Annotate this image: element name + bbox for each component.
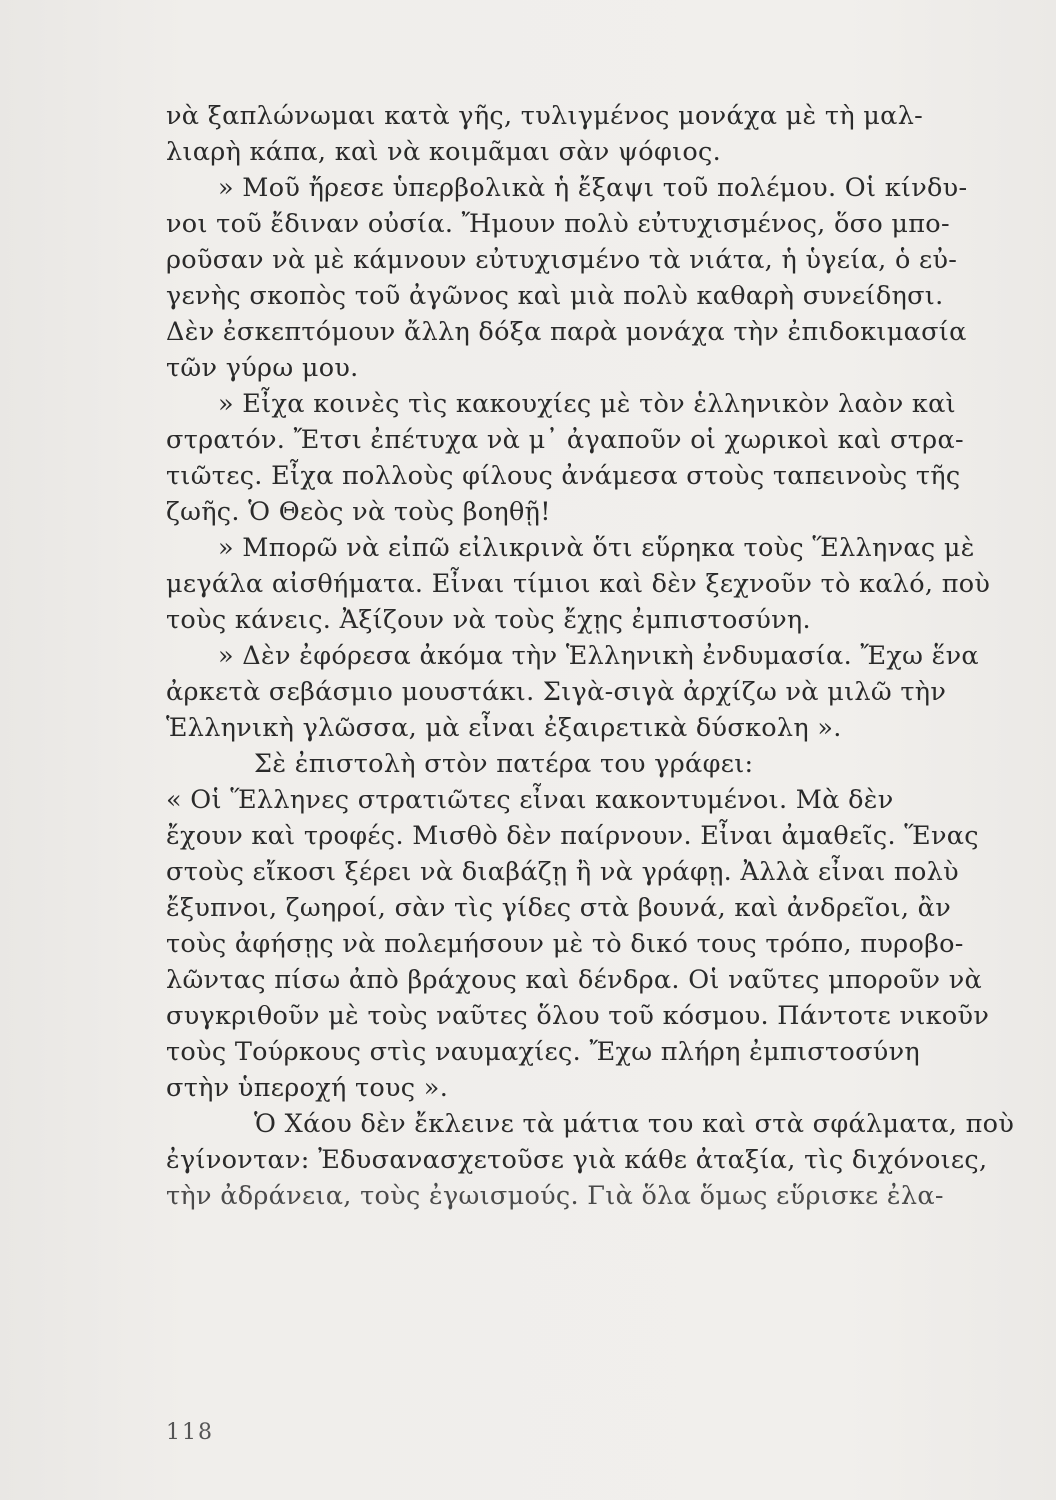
text-line: τοὺς κάνεις. Ἀξίζουν νὰ τοὺς ἔχῃς ἐμπιστοσύνη.	[166, 605, 811, 635]
text-line: Ἑλληνικὴ γλῶσσα, μὰ εἶναι ἐξαιρετικὰ δύσκολη ».	[166, 713, 842, 743]
text-line: συγκριθοῦν μὲ τοὺς ναῦτες ὅλου τοῦ κόσμου. Πάντοτε νικοῦν	[166, 1001, 990, 1031]
text-line: ἐγίνονταν: Ἐδυσανασχετοῦσε γιὰ κάθε ἀταξία, τὶς διχόνοιες,	[166, 1145, 988, 1175]
text-line: » Μπορῶ νὰ εἰπῶ εἰλικρινὰ ὅτι εὕρηκα τοὺς Ἕλληνας μὲ	[218, 533, 975, 563]
text-line: τὴν ἀδράνεια, τοὺς ἐγωισμούς. Γιὰ ὅλα ὅμως εὕρισκε ἐλα-	[166, 1181, 944, 1211]
text-line: στρατόν. Ἔτσι ἐπέτυχα νὰ μ᾽ ἀγαποῦν οἱ χωρικοὶ καὶ στρα-	[166, 425, 964, 455]
text-line: λιαρὴ κάπα, καὶ νὰ κοιμᾶμαι σὰν ψόφιος.	[166, 137, 722, 167]
text-line: » Μοῦ ἤρεσε ὑπερβολικὰ ἡ ἔξαψι τοῦ πολέμου. Οἱ κίνδυ-	[218, 173, 968, 203]
text-line: Δὲν ἐσκεπτόμουν ἄλλη δόξα παρὰ μονάχα τὴν ἐπιδοκιμασία	[166, 317, 967, 347]
text-line: ἔξυπνοι, ζωηροί, σὰν τὶς γίδες στὰ βουνά, καὶ ἀνδρεῖοι, ἂν	[166, 893, 952, 923]
text-line: νοι τοῦ ἔδιναν οὐσία. Ἤμουν πολὺ εὐτυχισμένος, ὅσο μπο-	[166, 209, 950, 239]
text-line: ἀρκετὰ σεβάσμιο μουστάκι. Σιγὰ-σιγὰ ἀρχίζω νὰ μιλῶ τὴν	[166, 677, 947, 707]
text-line: στὴν ὑπεροχή τους ».	[166, 1073, 449, 1103]
text-line: ζωῆς. Ὁ Θεὸς νὰ τοὺς βοηθῇ!	[166, 497, 551, 527]
text-line: Ὁ Χάου δὲν ἔκλεινε τὰ μάτια του καὶ στὰ σφάλματα, ποὺ	[254, 1109, 1015, 1139]
text-line: « Οἱ Ἕλληνες στρατιῶτες εἶναι κακοντυμένοι. Μὰ δὲν	[166, 785, 894, 815]
text-line: ἔχουν καὶ τροφές. Μισθὸ δὲν παίρνουν. Εἶναι ἀμαθεῖς. Ἕνας	[166, 821, 979, 851]
page-number: 118	[166, 1420, 214, 1445]
text-line: τοὺς ἀφήσῃς νὰ πολεμήσουν μὲ τὸ δικό τους τρόπο, πυροβο-	[166, 929, 964, 959]
text-line: λῶντας πίσω ἀπὸ βράχους καὶ δένδρα. Οἱ ναῦτες μποροῦν νὰ	[166, 965, 983, 995]
text-line: Σὲ ἐπιστολὴ στὸν πατέρα του γράφει:	[254, 749, 754, 779]
text-line: » Δὲν ἐφόρεσα ἀκόμα τὴν Ἑλληνικὴ ἐνδυμασία. Ἔχω ἕνα	[218, 641, 979, 671]
text-line: τιῶτες. Εἶχα πολλοὺς φίλους ἀνάμεσα στοὺς ταπεινοὺς τῆς	[166, 461, 961, 491]
text-line: στοὺς εἴκοσι ξέρει νὰ διαβάζῃ ἢ νὰ γράφῃ. Ἀλλὰ εἶναι πολὺ	[166, 857, 959, 887]
text-line: γενὴς σκοπὸς τοῦ ἀγῶνος καὶ μιὰ πολὺ καθαρὴ συνείδησι.	[166, 281, 944, 311]
text-line: νὰ ξαπλώνωμαι κατὰ γῆς, τυλιγμένος μονάχα μὲ τὴ μαλ-	[166, 101, 924, 131]
body-text	[166, 98, 1018, 1214]
text-line: τῶν γύρω μου.	[166, 353, 359, 383]
text-line: τοὺς Τούρκους στὶς ναυμαχίες. Ἔχω πλήρη ἐμπιστοσύνη	[166, 1037, 920, 1067]
text-line: ροῦσαν νὰ μὲ κάμνουν εὐτυχισμένο τὰ νιάτα, ἡ ὑγεία, ὁ εὐ-	[166, 245, 958, 275]
text-line: » Εἶχα κοινὲς τὶς κακουχίες μὲ τὸν ἑλληνικὸν λαὸν καὶ	[218, 389, 956, 419]
text-line: μεγάλα αἰσθήματα. Εἶναι τίμιοι καὶ δὲν ξεχνοῦν τὸ καλό, ποὺ	[166, 569, 991, 599]
